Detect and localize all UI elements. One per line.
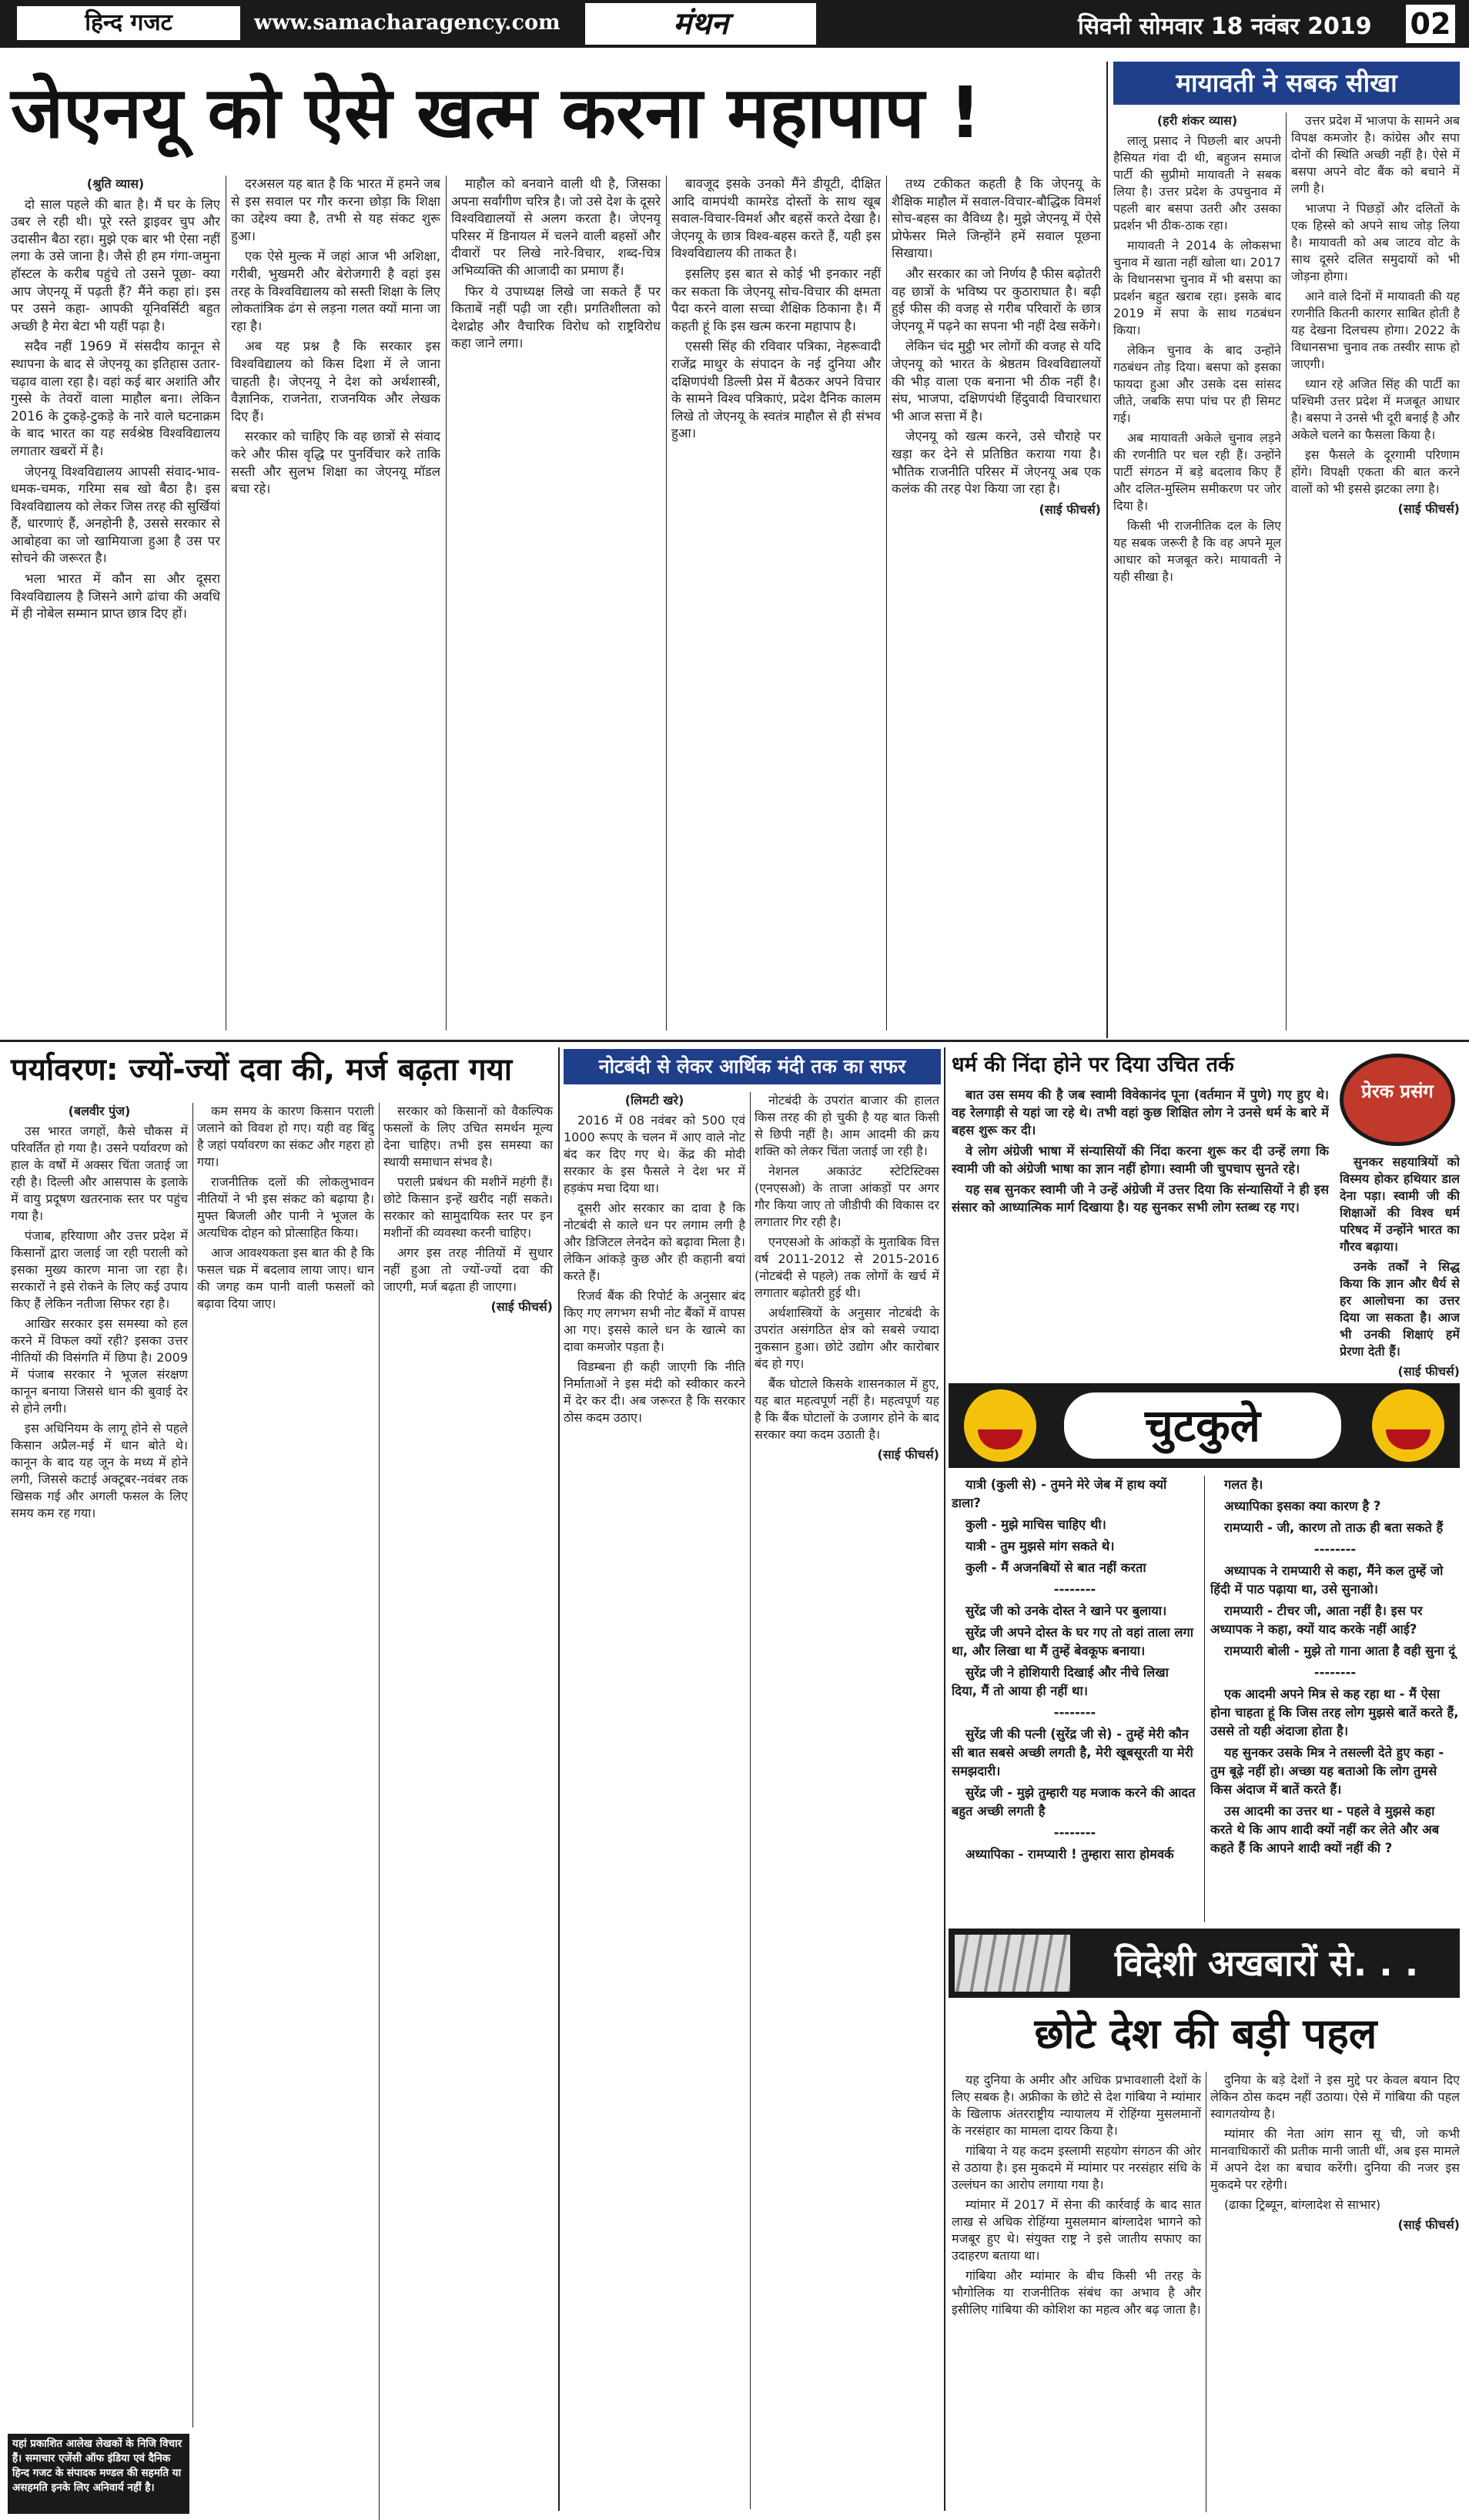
lead-byline: (श्रुति व्यास) [86,176,145,191]
paragraph: इस फैसले के दूरगामी परिणाम होंगे। विपक्षी एकता की बात करने वालों को भी इससे झटका लगा है। [1291,447,1460,496]
lead-column-4 [671,176,881,1030]
mayawati-column-1 [1113,112,1281,1030]
joke-line: कुली - मैं अजनबियों से बात नहीं करता [965,1560,1146,1575]
chutkule-banner [949,1383,1460,1468]
joke-line: अध्यापिका - रामप्यारी ! तुम्हारा सारा होमवर्क [965,1847,1174,1862]
paragraph: जेएनयू विश्वविद्यालय आपसी संवाद-भाव-धमक-चमक, गरिमा सब खो बैठा है। इस विश्वविद्यालय को लेकर जिस तरह की सुर्खियां हैं, धारणाएं हैं, अनहोनी है, उससे सरकार से आबोहवा का जो खामियाजा हुआ है उस पर सोचने की जरूरत है। [11,464,220,566]
paragraph: म्यांमार में 2017 में सेना की कार्रवाई के बाद सात लाख से अधिक रोहिंग्या मुसलमान बांग्लादेश भागने को मजबूर हुए थे। संयुक्त राष्ट्र ने इसे जातीय सफाए का उदाहरण बताया था। [952,2197,1201,2263]
paragraph: तथ्य टकीकत कहती है कि जेएनयू के शैक्षिक माहौल में सवाल-विचार-बौद्धिक विमर्श सोच-बहस का वैविध्य है। मुझे जेएनयू में ऐसे प्रोफेसर मिले जिन्होंने हमें सवाल पूछना सिखाया। [892,176,1101,261]
joke-line: अध्यापक ने रामप्यारी से कहा, मैंने कल तुम्हें जो हिंदी में पाठ पढ़ाया था, उसे सुनाओ। [1210,1563,1444,1597]
joke-line: रामप्यारी - जी, कारण तो ताऊ ही बता सकते हैं [1224,1520,1444,1535]
joke-divider: -------- [1313,1665,1357,1680]
paragraph: आने वाले दिनों में मायावती की यह रणनीति कितनी कारगर साबित होती है यह देखना दिलचस्प होगा। 2022 के विधानसभा चुनाव तक तस्वीर साफ हो जाएगी। [1291,289,1460,371]
notebandi-byline: (लिमटी खरे) [624,1093,684,1108]
paragraph: नोटबंदी के उपरांत बाजार की हालत किस तरह की हो चुकी है यह बात किसी से छिपी नहीं है। आम आदमी की क्रय शक्ति को लेकर चिंता जताई जा रही है। [755,1093,939,1158]
joke-line: यह सुनकर उसके मित्र ने तसल्ली देते हुए कहा - तुम बूढ़े नहीं हो। अच्छा यह बताओ कि लोग तुमसे किस अंदाज में बातें करते हैं। [1210,1745,1444,1797]
paragraph: सदैव नहीं 1969 में संसदीय कानून से स्थापना के बाद से जेएनयू का इतिहास उतार-चढ़ाव वाला रहा है। वहां कई बार अशांति और गुस्से के तेवरों वाला माहौल बना। लेकिन 2016 के टुकड़े-टुकड़े के नारे वाले घटनाक्रम के बाद भारत का यह सर्वश्रेष्ठ विश्वविद्यालय लगातार खबरों में है। [11,339,220,458]
chutkule-title: चुटकुले [1064,1392,1341,1459]
paragraph: दुनिया के बड़े देशों ने इस मुद्दे पर केवल बयान दिए लेकिन ठोस कदम नहीं उठाया। ऐसे में गांबिया की पहल स्वागतयोग्य है। [1210,2073,1460,2121]
notebandi-signature: (साई फीचर्स) [877,1447,939,1462]
page-number: 02 [1406,5,1455,43]
paragraph: भला भारत में कौन सा और दूसरा विश्वविद्यालय है जिसने आगे ढांचा की अवधि में ही नोबेल सम्मान प्राप्त छात्र दिए हों। [11,571,220,622]
badge-label: प्रेरक प्रसंग [1361,1081,1434,1102]
videshi-headline: छोटे देश की बड़ी पहल [1034,2009,1377,2058]
paragraph: उस भारत जगहों, कैसे चौकस में परिवर्तित हो गया है। उसने पर्यावरण को हाल के वर्षों में अक्सर चिंता जताई जा रही है। दिल्ली और आसपास के इलाके में वायु प्रदूषण खतरनाक स्तर पर पहुंच गया है। [11,1124,188,1223]
paragraph: दरअसल यह बात है कि भारत में हमने जब से इस सवाल पर गौर करना छोड़ा कि शिक्षा का उद्देश्य क्या है, तभी से यह संकट शुरू हुआ। [231,176,440,243]
joke-line: उस आदमी का उत्तर था - पहले वे मुझसे कहा करते थे कि आप शादी क्यों नहीं कर लेते और अब कहते हैं कि आपने शादी क्यों नहीं की ? [1210,1804,1440,1855]
paragraph: इसलिए इस बात से कोई भी इनकार नहीं कर सकता कि जेएनयू सोच-विचार की क्षमता पैदा करने वाला सच्चा शैक्षिक ठिकाना है। मैं कहती हूं कि इस खत्म करना महापाप है। [671,266,881,333]
paryavaran-byline: (बलवीर पुंज) [68,1104,131,1118]
disclaimer-box [8,2434,189,2514]
joke-line: अध्यापिका इसका क्या कारण है ? [1224,1499,1381,1513]
mayawati-byline: (हरी शंकर व्यास) [1156,113,1238,128]
paragraph: मायावती ने 2014 के लोकसभा चुनाव में खाता नहीं खोला था। 2017 के विधानसभा चुनाव में भी बसपा का प्रदर्शन बहुत खराब रहा। इसके बाद 2019 में सपा के साथ गठबंधन किया। [1113,238,1281,337]
laughing-face-icon [964,1389,1036,1462]
dharm-column-1 [952,1086,1329,1377]
joke-divider: -------- [1053,1825,1096,1840]
joke-divider: -------- [1053,1582,1096,1597]
videshi-signature: (साई फीचर्स) [1397,2217,1460,2232]
mayawati-column-2 [1291,112,1460,1030]
paragraph: बावजूद इसके उनको मैंने डीयूटी, दीक्षित आदि वामपंथी कामरेड दोस्तों के साथ खूब सवाल-विचार-विमर्श और बहसें करते देखा है। जेएनयू के छात्र विश्व-बहस करते हैं, यही इस विश्वविद्यालय की ताकत है। [671,176,881,261]
paryavaran-headline: पर्यावरण: ज्यों-ज्यों दवा की, मर्ज बढ़ता गया [11,1052,513,1087]
disclaimer-text: यहां प्रकाशित आलेख लेखकों के निजि विचार हैं। समाचार एजेंसी ऑफ इंडिया एवं दैनिक हिन्द गजट के संपादक मण्डल की सहमति या असहमति इनके लिए अनिवार्य नहीं है। [12,2438,182,2494]
paragraph: लालू प्रसाद ने पिछली बार अपनी हैसियत गंवा दी थी, बहुजन समाज पार्टी की सुप्रीमो मायावती ने सबक लिया है। उत्तर प्रदेश के उपचुनाव में पहली बार बसपा उतरी और उसका प्रदर्शन भी ठीक-ठाक रहा। [1113,133,1281,233]
paragraph: इस अधिनियम के लागू होने से पहले किसान अप्रैल-मई में धान बोते थे। कानून के बाद यह जून के मध्य में होने लगी, जिससे कटाई अक्टूबर-नवंबर तक खिसक गई और अगली फसल के लिए समय कम रह गया। [11,1421,188,1520]
lead-signature: (साई फीचर्स) [1039,501,1101,517]
website-url[interactable]: www.samacharagency.com [254,11,560,35]
joke-line: एक आदमी अपने मित्र से कह रहा था - मैं ऐसा होना चाहता हूं कि जिस तरह लोग मुझसे बातें करते हैं, उससे तो यही अंदाजा होता है। [1210,1687,1459,1738]
paragraph: किसी भी राजनीतिक दल के लिए यह सबक जरूरी है कि वह अपने मूल आधार को मजबूत करे। मायावती ने यही सीखा है। [1113,518,1281,584]
joke-line: यात्री (कुली से) - तुमने मेरे जेब में हाथ क्यों डाला? [952,1477,1167,1510]
paragraph: नेशनल अकाउंट स्टेटिस्टिक्स (एनएसओ) के ताजा आंकड़ों पर अगर गौर किया जाए तो जीडीपी की विकास दर लगातार गिर रही है। [755,1164,939,1229]
joke-divider: -------- [1313,1542,1357,1557]
paragraph: अब यह प्रश्न है कि सरकार इस विश्वविद्यालय को किस दिशा में ले जाना चाहती है। जेएनयू ने देश को अर्थशास्त्री, वैज्ञानिक, राजनेता, राजनयिक और लेखक दिए हैं। [231,339,440,424]
lead-headline: जेएनयू को ऐसे खत्म करना महापाप ! [11,72,982,154]
joke-line: सुरेंद्र जी - मुझे तुम्हारी यह मजाक करने की आदत बहुत अच्छी लगती है [952,1785,1196,1818]
dharm-column-2 [1340,1154,1460,1377]
paragraph: गांबिया ने यह कदम इस्लामी सहयोग संगठन की ओर से उठाया है। इस मुकदमे में म्यांमार पर नरसंहार संधि के उल्लंघन का आरोप लगाया गया है। [952,2143,1201,2192]
lead-column-5 [892,176,1101,1030]
notebandi-column-2 [755,1092,939,2509]
paragraph: लेकिन चुनाव के बाद उन्होंने गठबंधन तोड़ दिया। बसपा को इसका फायदा हुआ और उसके दस सांसद जीते, जबकि सपा पांच पर ही सिमट गई। [1113,343,1281,425]
paragraph: दो साल पहले की बात है। मैं घर के लिए उबर ले रही थी। पूरे रस्ते ड्राइवर चुप और उदासीन बैठा रहा। मुझे एक बार भी ऐसा नहीं लगा के उसे जाना है। जैसे ही हम गंगा-जमुना हॉस्टल के करीब पहुंचे तो उसने पूछा- क्या आप जेएनयू में पढ़ती हैं? मैंने कहा हां। इस पर उसने कहा- आपकी यूनिवर्सिटी बहुत अच्छी है मेरा बेटा भी यहीं पढ़ा है। [11,196,220,333]
videshi-banner [949,1929,1460,1998]
issue-date: सिवनी सोमवार 18 नवंबर 2019 [1078,13,1372,40]
paragraph: म्यांमार की नेता आंग सान सू ची, जो कभी मानवाधिकारों की प्रतीक मानी जाती थीं, अब इस मामले में अपने देश का बचाव करेंगी। दुनिया की नजर इस मुकदमे पर रहेगी। [1210,2126,1460,2192]
paragraph: उत्तर प्रदेश में भाजपा के सामने अब विपक्ष कमजोर है। कांग्रेस और सपा दोनों की स्थिति अच्छी नहीं है। ऐसे में बसपा अपने वोट बैंक को बचाने में लगी है। [1291,113,1460,196]
paragraph: बात उस समय की है जब स्वामी विवेकानंद पूना (वर्तमान में पुणे) गए हुए थे। वह रेलगाड़ी से यहां जा रहे थे। तभी वहां कुछ शिक्षित लोग ने उनसे धर्म के बारे में बहस शुरू कर दी। [952,1087,1329,1138]
paragraph: वे लोग अंग्रेजी भाषा में संन्यासियों की निंदा करना शुरू कर दी उन्हें लगा कि स्वामी जी को अंग्रेजी भाषा का ज्ञान नहीं होगा। स्वामी जी चुपचाप सुनते रहे। [952,1144,1329,1176]
joke-line: कुली - मुझे माचिस चाहिए थी। [965,1517,1106,1532]
paragraph: 2016 में 08 नवंबर को 500 एवं 1000 रूपए के चलन में आए वाले नोट बंद कर दिए गए थे। केंद्र की मोदी सरकार के इस फैसले ने देश भर में हड़कंप मचा दिया था। [564,1113,745,1195]
videshi-banner-text: विदेशी अखबारों से. . . [1114,1942,1419,1984]
paragraph: पराली प्रबंधन की मशीनें महंगी हैं। छोटे किसान इन्हें खरीद नहीं सकते। सरकार को सामुदायिक स्तर पर इन मशीनों की व्यवस्था करनी चाहिए। [383,1175,553,1240]
paryavaran-column-2 [197,1103,374,2520]
paryavaran-signature: (साई फीचर्स) [490,1299,553,1314]
joke-line: गलत है। [1224,1477,1263,1492]
paragraph: सरकार को चाहिए कि वह छात्रों से संवाद करे और फीस वृद्धि पर पुनर्विचार करे ताकि सस्ती और सुलभ शिक्षा का जेएनयू मॉडल बचा रहे। [231,429,440,497]
paragraph: यह दुनिया के अमीर और अधिक प्रभावशाली देशों के लिए सबक है। अफ्रीका के छोटे से देश गांबिया ने म्यांमार के खिलाफ अंतरराष्ट्रीय न्यायालय में रोहिंग्या मुसलमानों के नरसंहार का मामला दायर किया है। [952,2073,1201,2138]
joke-line: रामप्यारी - टीचर जी, आता नहीं है। इस पर अध्यापक ने कहा, क्यों याद करके नहीं आई? [1210,1603,1423,1637]
paragraph: रिजर्व बैंक की रिपोर्ट के अनुसार बंद किए गए लगभग सभी नोट बैंकों में वापस आ गए। इससे काले धन के खात्मे का दावा कमजोर पड़ता है। [564,1288,745,1354]
paragraph: एनएसओ के आंकड़ों के मुताबिक वित्त वर्ष 2011-2012 से 2015-2016 (नोटबंदी से पहले) तक लोगों के खर्च में लगातार बढ़ोतरी हुई थी। [755,1235,939,1300]
paragraph: राजनीतिक दलों की लोकलुभावन नीतियों ने भी इस संकट को बढ़ाया है। मुफ्त बिजली और पानी ने भूजल के अत्यधिक दोहन को प्रोत्साहित किया। [197,1175,374,1240]
joke-line: सुरेंद्र जी अपने दोस्त के घर गए तो वहां ताला लगा था, और लिखा था मैं तुम्हें बेवकूफ बनाया। [952,1625,1194,1658]
paragraph: अगर इस तरह नीतियों में सुधार नहीं हुआ तो ज्यों-ज्यों दवा की जाएगी, मर्ज बढ़ता ही जाएगा। [383,1245,553,1294]
paragraph: माहौल को बनवाने वाली थी है, जिसका अपना सर्वांगीण चरित्र है। जो उसे देश के दूसरे विश्वविद्यालयों से अलग करता है। जेएनयू परिसर में डिनायल में चलने वाली बहसों और दीवारों पर लिखे नारे-विचार, शब्द-चित्र अभिव्यक्ति की आजादी का प्रमाण हैं। [451,176,661,278]
paragraph: दूसरी ओर सरकार का दावा है कि नोटबंदी से काले धन पर लगाम लगी है और डिजिटल लेनदेन को बढ़ावा मिला है। लेकिन आंकड़े कुछ और ही कहानी बयां करते हैं। [564,1201,745,1283]
paryavaran-column-3 [383,1103,553,2489]
masthead [0,0,1469,48]
videshi-column-1 [952,2072,1201,2512]
mayawati-headline: मायावती ने सबक सीखा [1113,62,1460,105]
dharm-headline: धर्म की निंदा होने पर दिया उचित तर्क [952,1053,1234,1077]
paragraph: अर्थशास्त्रियों के अनुसार नोटबंदी के उपरांत असंगठित क्षेत्र को सबसे ज्यादा नुकसान हुआ। छोटे उद्योग और कारोबार बंद हो गए। [755,1305,939,1371]
chutkule-column-1 [952,1476,1198,1922]
dharm-signature: (साई फीचर्स) [1397,1364,1460,1377]
notebandi-headline: नोटबंदी से लेकर आर्थिक मंदी तक का सफर [564,1049,941,1084]
paragraph: आज आवश्यकता इस बात की है कि फसल चक्र में बदलाव लाया जाए। धान की जगह कम पानी वाली फसलों को बढ़ावा दिया जाए। [197,1245,374,1311]
joke-divider: -------- [1053,1705,1096,1720]
paragraph: पंजाब, हरियाणा और उत्तर प्रदेश में किसानों द्वारा जलाई जा रही पराली को इसका मुख्य कारण माना जा रहा है। सरकारों ने इसे रोकने के लिए कई उपाय किए हैं लेकिन नतीजा सिफर रहा है। [11,1228,188,1311]
paragraph: सरकार को किसानों को वैकल्पिक फसलों के लिए उचित समर्थन मूल्य देना चाहिए। तभी इस समस्या का स्थायी समाधान संभव है। [383,1104,553,1169]
joke-line: सुरेंद्र जी ने होशियारी दिखाई और नीचे लिखा दिया, मैं तो आया ही नहीं था। [952,1665,1169,1698]
paragraph: एक ऐसे मुल्क में जहां आज भी अशिक्षा, गरीबी, भुखमरी और बेरोजगारी है वहां इस तरह के विश्वविद्यालय को सस्ती शिक्षा के लिए लोकतांत्रिक ढंग से लड़ना गलत क्यों माना जा रहा है। [231,249,440,333]
paragraph: कम समय के कारण किसान पराली जलाने को विवश हो गए। यही वह बिंदु है जहां पर्यावरण का संकट और गहरा हो गया। [197,1104,374,1169]
logo: हिन्द गजट [17,6,240,40]
paragraph: एससी सिंह की रविवार पत्रिका, नेहरूवादी राजेंद्र माथुर के संपादन के नई दुनिया और दक्षिणपंथी डिल्ली प्रेस में बैठकर अपने विचार के सामने विश्व पत्रिकाएं, प्रदेश दैनिक कालम लिखे तो जेएनयू के स्वतंत्र माहौल से ही संभव हुआ। [671,339,881,441]
section-title: मंथन [585,3,816,45]
joke-line: सुरेंद्र जी को उनके दोस्त ने खाने पर बुलाया। [965,1603,1167,1618]
joke-line: रामप्यारी बोली - मुझे तो गाना आता है वही सुना दूं [1224,1644,1456,1658]
laughing-face-icon [1372,1389,1444,1462]
paragraph: सुनकर सहयात्रियों को विस्मय होकर हथियार डाल देना पड़ा। स्वामी जी की शिक्षाओं की विश्व धर्म परिषद में उन्होंने भारत का गौरव बढ़ाया। [1340,1154,1460,1254]
paragraph: (ढाका ट्रिब्यून, बांग्लादेश से साभार) [1224,2197,1381,2212]
paragraph: ध्यान रहे अजित सिंह की पार्टी का पश्चिमी उत्तर प्रदेश में मजबूत आधार है। बसपा ने उनसे भी दूरी बनाई है और अकेले चलने का फैसला किया है। [1291,377,1460,442]
paryavaran-column-1 [11,1103,188,2428]
videshi-column-2 [1210,2072,1460,2512]
paragraph: जेएनयू को खत्म करने, उसे चौराहे पर खड़ा कर देने से प्रतिष्ठित कराया गया है। भौतिक राजनीति परिसर में जेएनयू अब एक कलंक की तरह पेश किया जा रहा है। [892,429,1101,497]
paragraph: आखिर सरकार इस समस्या को हल करने में विफल क्यों रही? इसका उत्तर नीतियों की विसंगति में छिपा है। 2009 में पंजाब सरकार ने भूजल संरक्षण कानून बनाया जिससे धान की बुवाई देर से होने लगी। [11,1316,188,1416]
paragraph: उनके तर्कों ने सिद्ध किया कि ज्ञान और धैर्य से हर आलोचना का उत्तर दिया जा सकता है। आज भी उनकी शिक्षाएं हमें प्रेरणा देती हैं। [1340,1259,1460,1359]
lead-column-3 [451,176,661,1030]
newspaper-stack-icon [955,1935,1070,1992]
notebandi-column-1 [564,1092,745,2509]
paragraph: भाजपा ने पिछड़ों और दलितों के एक हिस्से को अपने साथ जोड़ लिया है। मायावती को अब जाटव वोट के साथ दूसरे दलित समुदायों को भी जोड़ना होगा। [1291,201,1460,283]
paragraph: फिर ये उपाध्यक्ष लिखे जा सकते हैं पर किताबें नहीं पढ़ी जा रही। प्रगतिशीलता को देशद्रोह और वैचारिक विरोध को राष्ट्रविरोध कहा जाने लगा। [451,283,661,351]
paragraph: विडम्बना ही कही जाएगी कि नीति निर्माताओं ने इस मंदी को स्वीकार करने में देर कर दी। अब जरूरत है कि सरकार ठोस कदम उठाए। [564,1359,745,1425]
joke-line: यात्री - तुम मुझसे मांग सकते थे। [965,1539,1115,1553]
paragraph: गांबिया और म्यांमार के बीच किसी भी तरह के भौगोलिक या राजनीतिक संबंध का अभाव है और इसीलिए गांबिया की कोशिश का महत्व और बढ़ जाता है। [952,2268,1201,2317]
lead-column-2 [231,176,440,1030]
mayawati-signature: (साई फीचर्स) [1397,501,1460,516]
paragraph: अब मायावती अकेले चुनाव लड़ने की रणनीति पर चल रही हैं। उन्होंने पार्टी संगठन में बड़े बदलाव किए हैं और दलित-मुस्लिम समीकरण पर जोर दिया है। [1113,431,1281,513]
lead-column-1 [11,176,220,1030]
paragraph: लेकिन चंद मुट्ठी भर लोगों की वजह से यदि जेएनयू को भारत के श्रेष्ठतम विश्वविद्यालयों की भीड़ वाला एक बनाना भी ठीक नहीं है। संघ, भाजपा, दक्षिणपंथी हिंदुवादी विचारधारा भी आज सत्ता में है। [892,339,1101,424]
paragraph: और सरकार का जो निर्णय है फीस बढ़ोतरी वह छात्रों के भविष्य पर कुठाराघात है। बढ़ी हुई फीस की वजह से गरीब परिवारों के छात्र जेएनयू में पढ़ने का सपना भी नहीं देख सकेंगे। [892,266,1101,333]
paragraph: बैंक घोटाले किसके शासनकाल में हुए, यह बात महत्वपूर्ण नहीं है। महत्वपूर्ण यह है कि बैंक घोटालों के उजागर होने के बाद सरकार क्या कदम उठाती है। [755,1376,939,1442]
chutkule-column-2 [1210,1476,1460,1922]
joke-line: सुरेंद्र जी की पत्नी (सुरेंद्र जी से) - तुम्हें मेरी कौन सी बात सबसे अच्छी लगती है, मेरी खूबसूरती या मेरी समझदारी। [952,1727,1193,1778]
prerak-prasang-badge [1340,1054,1455,1146]
paragraph: यह सब सुनकर स्वामी जी ने उन्हें अंग्रेजी में उत्तर दिया कि संन्यासियों ने ही इस संसार को आध्यात्मिक मार्ग दिखाया है। यह सुनकर सभी लोग स्तब्ध रह गए। [952,1182,1329,1215]
